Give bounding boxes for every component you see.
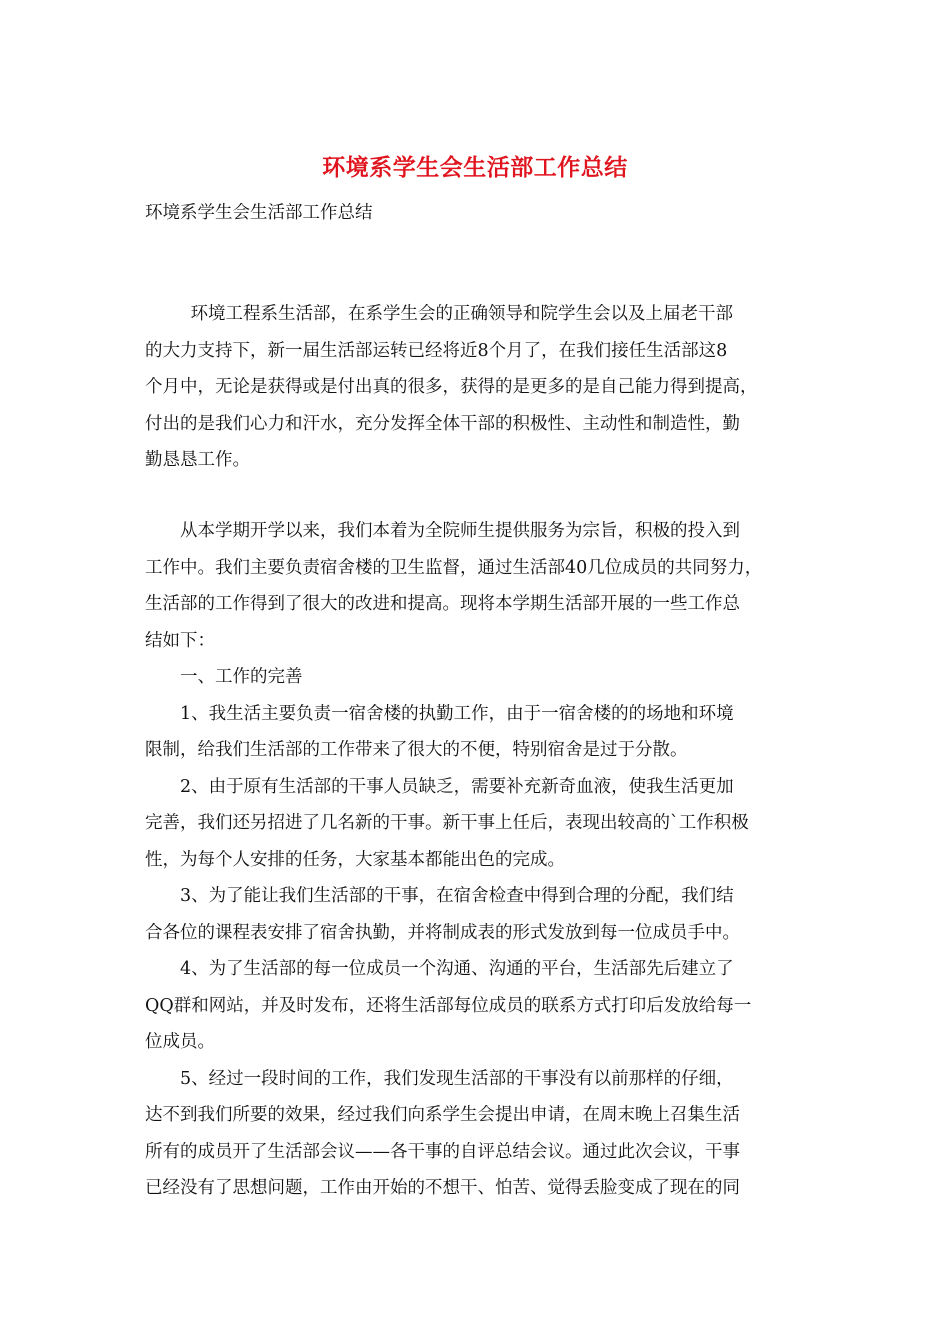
body-line: 完善，我们还另招进了几名新的干事。新干事上任后，表现出较高的`工作积极	[145, 813, 749, 833]
body-section	[145, 513, 813, 1207]
intro-line: 勤恳恳工作。	[145, 450, 250, 470]
body-line: 性，为每个人安排的任务，大家基本都能出色的完成。	[145, 849, 565, 870]
body-line: 已经没有了思想问题，工作由开始的不想干、怕苦、觉得丢脸变成了现在的同	[145, 1178, 740, 1198]
section-heading: 一、工作的完善	[180, 667, 303, 687]
document-title: 环境系学生会生活部工作总结	[322, 154, 628, 181]
intro-line: 付出的是我们心力和汗水，充分发挥全体干部的积极性、主动性和制造性，勤	[145, 413, 740, 434]
body-line: 结如下：	[145, 630, 215, 651]
body-line: 4、为了生活部的每一位成员一个沟通、沟通的平台，生活部先后建立了	[180, 959, 734, 979]
intro-paragraph	[145, 296, 813, 479]
document-subtitle: 环境系学生会生活部工作总结	[145, 203, 373, 223]
intro-line: 个月中，无论是获得或是付出真的很多，获得的是更多的是自己能力得到提高，	[145, 377, 758, 397]
intro-line: 环境工程系生活部，在系学生会的正确领导和院学生会以及上届老干部	[190, 304, 733, 324]
body-line: 位成员。	[145, 1032, 215, 1052]
body-line: 1、我生活主要负责一宿舍楼的执勤工作，由于一宿舍楼的的场地和环境	[180, 703, 734, 724]
body-line: 生活部的工作得到了很大的改进和提高。现将本学期生活部开展的一些工作总	[145, 594, 740, 614]
body-line: 所有的成员开了生活部会议——各干事的自评总结会议。通过此次会议，干事	[145, 1141, 740, 1162]
body-line: 达不到我们所要的效果，经过我们向系学生会提出申请，在周末晚上召集生活	[145, 1105, 740, 1125]
body-line: 从本学期开学以来，我们本着为全院师生提供服务为宗旨，积极的投入到	[180, 521, 740, 541]
intro-line: 的大力支持下，新一届生活部运转已经将近8个月了，在我们接任生活部这8	[145, 340, 728, 361]
body-line: 3、为了能让我们生活部的干事，在宿舍检查中得到合理的分配，我们结	[180, 886, 734, 906]
body-line: 2、由于原有生活部的干事人员缺乏，需要补充新奇血液，使我生活更加	[180, 776, 734, 797]
body-line: 合各位的课程表安排了宿舍执勤，并将制成表的形式发放到每一位成员手中。	[145, 922, 740, 943]
body-line: QQ群和网站，并及时发布，还将生活部每位成员的联系方式打印后发放给每一	[145, 995, 752, 1016]
body-line: 限制，给我们生活部的工作带来了很大的不便，特别宿舍是过于分散。	[145, 740, 688, 760]
body-line: 5、经过一段时间的工作，我们发现生活部的干事没有以前那样的仔细，	[180, 1068, 734, 1089]
body-line: 工作中。我们主要负责宿舍楼的卫生监督，通过生活部40几位成员的共同努力，	[145, 557, 763, 578]
